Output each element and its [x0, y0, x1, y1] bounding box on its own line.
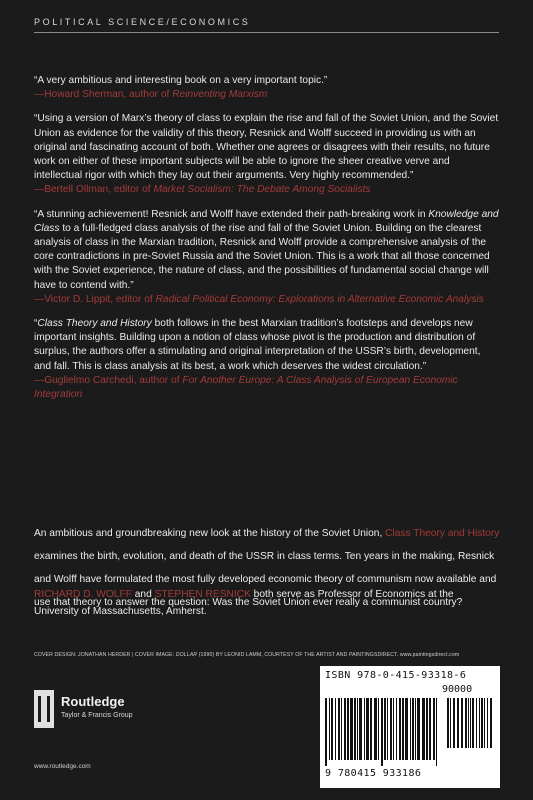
isbn-text: ISBN 978-0-415-93318-6: [325, 670, 467, 681]
price-code: 90000: [442, 684, 473, 695]
publisher-group: Taylor & Francis Group: [61, 712, 133, 719]
barcode-panel: [320, 666, 500, 788]
endorsement-2: [34, 112, 499, 197]
quote-attribution: —Bertell Ollman, editor of Market Socialism: The Debate Among Socialists: [34, 184, 371, 196]
quote-text: “A very ambitious and interesting book on a very important topic.”: [34, 75, 328, 86]
endorsement-4: [34, 317, 499, 402]
routledge-r-icon: [34, 690, 54, 728]
quote-attribution: —Guglielmo Carchedi, author of For Another Europe: A Class Analysis of European Economic Integration: [34, 374, 458, 401]
quote-text: “A stunning achievement! Resnick and Wolff have extended their path-breaking work in Knowledge and Class to a full-fledged class analysis of the rise and fall of the Soviet Union. Building on the clearest analysis of class in the Marxian tradition, Resnick and Wolff provide a comprehensive analysis of the core contradictions in pre-Soviet Russia and the Soviet Union. This is a work that all those concerned with the Soviet experience, the nature of class, and the possibilities of fundamental social change will have to contend with.”: [34, 208, 499, 291]
category-label: POLITICAL SCIENCE/ECONOMICS: [34, 17, 251, 27]
quote-text: “Using a version of Marx’s theory of class to explain the rise and fall of the Soviet Union, and the Soviet Union as evidence for the validity of this theory, Resnick and Wolff succeed in providing us with an original and fascinating account of both. Whether one agrees or disagrees with their results, no future work on either of these important subjects will be able to ignore the sheer creative verve and intellectual rigor with which they lay out their arguments. Very highly recommended.”: [34, 113, 499, 182]
endorsement-1: [34, 74, 499, 102]
quote-attribution: —Victor D. Lippit, editor of Radical Political Economy: Explorations in Alternative Economic Analysis: [34, 293, 484, 305]
publisher-name: Routledge: [61, 694, 125, 709]
publisher-url: www.routledge.com: [34, 763, 91, 770]
endorsement-3: [34, 208, 499, 307]
barcode-icon: [325, 698, 495, 766]
endorsements: [34, 74, 499, 412]
book-description: An ambitious and groundbreaking new look at the history of the Soviet Union, Class Theory and History examines the birth, evolution, and death of the USSR in class terms. Ten years in the making, Resnick and Wolff have formulated the most fully developed economic theory of communism now available and use that theory to answer the question: Was the Soviet Union ever really a communist country?: [34, 528, 500, 608]
publisher-logo: [34, 690, 164, 730]
quote-attribution: —Howard Sherman, author of Reinventing Marxism: [34, 89, 268, 101]
ean-number: 9 780415 933186: [325, 768, 422, 779]
quote-text: “Class Theory and History both follows in the best Marxian tradition’s footsteps and develops new important insights. Building upon a notion of class whose pivot is the production and distribution of surplus, the authors offer a stimulating and original interpretation of the USSR’s birth, development, and fall. This is class analysis at its best, a work which deserves the widest circulation.”: [34, 318, 481, 372]
author-bio: RICHARD D. WOLFF and STEPHEN RESNICK both serve as Professor of Economics at the University of Massachusetts, Amherst.: [34, 589, 454, 617]
cover-credits: COVER DESIGN: JONATHAN HERDER | COVER IMAGE: DOLLAR (1990) BY LEONID LAMM, COURTESY OF THE ARTIST AND PAINTINGSDIRECT. www.paintingsdirect.com: [34, 652, 460, 658]
top-divider: [34, 32, 499, 33]
